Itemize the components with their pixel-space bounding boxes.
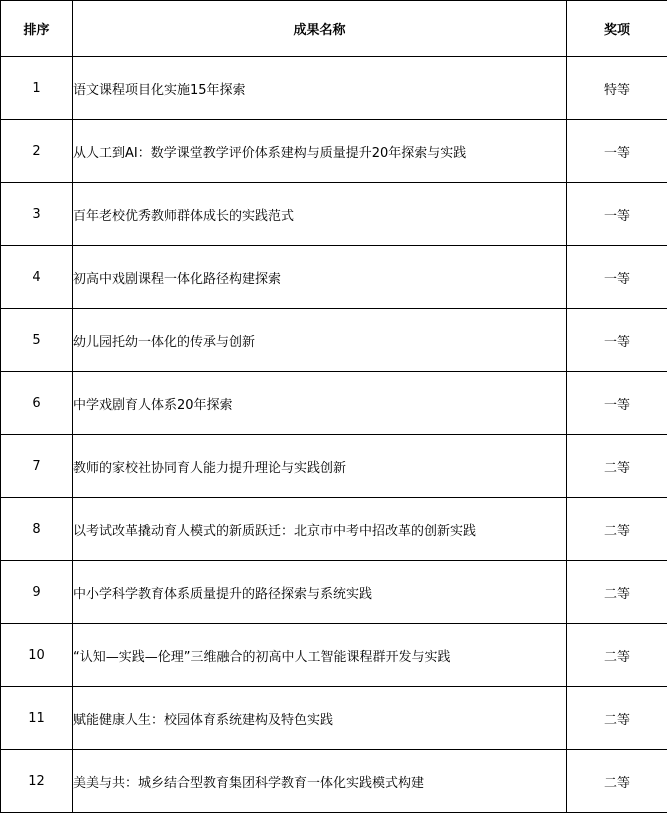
- rank-cell: 1: [1, 57, 73, 120]
- name-cell: 赋能健康人生：校园体育系统建构及特色实践: [73, 687, 567, 750]
- table-row: [1, 120, 667, 183]
- header-award: 奖项: [567, 1, 667, 57]
- rank-cell: 7: [1, 435, 73, 498]
- award-cell: 一等: [567, 183, 667, 246]
- name-cell: 中学戏剧育人体系20年探索: [73, 372, 567, 435]
- rank-cell: 8: [1, 498, 73, 561]
- award-cell: 一等: [567, 372, 667, 435]
- name-cell: 中小学科学教育体系质量提升的路径探索与系统实践: [73, 561, 567, 624]
- award-cell: 一等: [567, 246, 667, 309]
- header-name: 成果名称: [73, 1, 567, 57]
- rank-cell: 4: [1, 246, 73, 309]
- rank-cell: 2: [1, 120, 73, 183]
- rank-cell: 6: [1, 372, 73, 435]
- rank-cell: 12: [1, 750, 73, 813]
- rank-cell: 10: [1, 624, 73, 687]
- table-row: [1, 750, 667, 813]
- name-cell: 以考试改革撬动育人模式的新质跃迁：北京市中考中招改革的创新实践: [73, 498, 567, 561]
- name-cell: “认知—实践—伦理”三维融合的初高中人工智能课程群开发与实践: [73, 624, 567, 687]
- table-row: [1, 309, 667, 372]
- name-cell: 从人工到AI：数学课堂教学评价体系建构与质量提升20年探索与实践: [73, 120, 567, 183]
- award-cell: 二等: [567, 687, 667, 750]
- award-cell: 二等: [567, 561, 667, 624]
- rank-cell: 3: [1, 183, 73, 246]
- table-row: [1, 624, 667, 687]
- header-row: [1, 1, 667, 57]
- award-cell: 一等: [567, 120, 667, 183]
- award-cell: 一等: [567, 309, 667, 372]
- header-rank: 排序: [1, 1, 73, 57]
- table-row: [1, 57, 667, 120]
- rank-cell: 11: [1, 687, 73, 750]
- name-cell: 幼儿园托幼一体化的传承与创新: [73, 309, 567, 372]
- table-row: [1, 687, 667, 750]
- award-cell: 二等: [567, 750, 667, 813]
- rank-cell: 9: [1, 561, 73, 624]
- name-cell: 百年老校优秀教师群体成长的实践范式: [73, 183, 567, 246]
- name-cell: 初高中戏剧课程一体化路径构建探索: [73, 246, 567, 309]
- rank-cell: 5: [1, 309, 73, 372]
- table-row: [1, 498, 667, 561]
- award-cell: 二等: [567, 498, 667, 561]
- table-row: [1, 561, 667, 624]
- table-row: [1, 246, 667, 309]
- table-row: [1, 435, 667, 498]
- name-cell: 美美与共：城乡结合型教育集团科学教育一体化实践模式构建: [73, 750, 567, 813]
- award-cell: 特等: [567, 57, 667, 120]
- table-row: [1, 372, 667, 435]
- table-row: [1, 183, 667, 246]
- award-cell: 二等: [567, 435, 667, 498]
- award-cell: 二等: [567, 624, 667, 687]
- name-cell: 语文课程项目化实施15年探索: [73, 57, 567, 120]
- name-cell: 教师的家校社协同育人能力提升理论与实践创新: [73, 435, 567, 498]
